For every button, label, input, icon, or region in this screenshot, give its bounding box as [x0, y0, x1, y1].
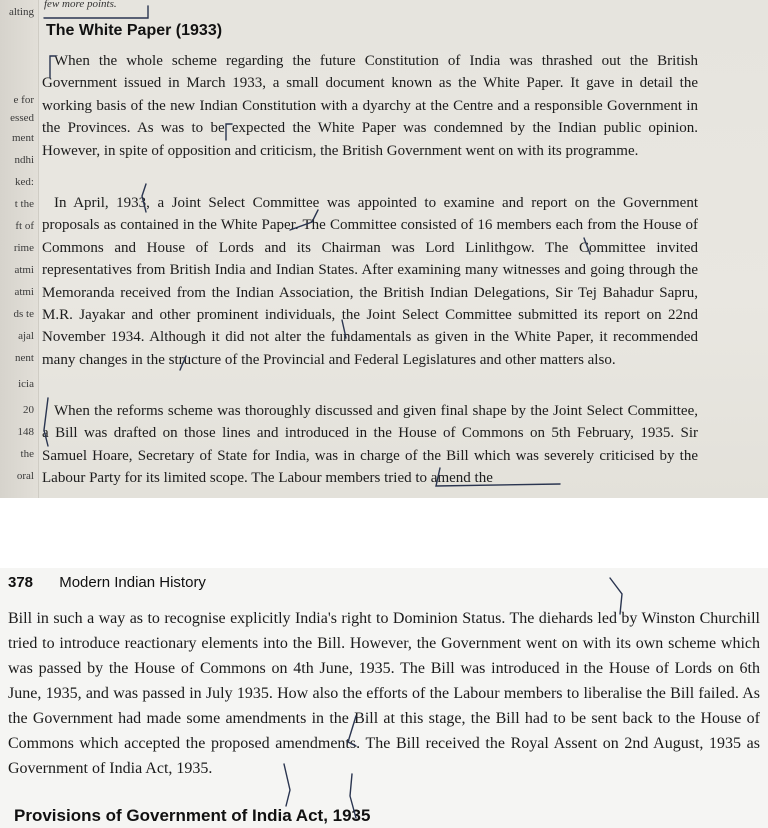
- margin-word: ft of: [15, 220, 34, 232]
- margin-word: essed: [10, 112, 34, 124]
- margin-word: nent: [15, 352, 34, 364]
- page-number: 378: [8, 574, 34, 591]
- previous-page-margin: [0, 0, 39, 498]
- margin-word: atmi: [14, 286, 34, 298]
- paragraph-joint-select-committee: [42, 192, 698, 371]
- margin-word: atmi: [14, 264, 34, 276]
- running-title: Modern Indian History: [59, 574, 206, 591]
- margin-word: oral: [16, 470, 34, 482]
- margin-word: 148: [17, 426, 34, 438]
- paragraph-text: When the reforms scheme was thoroughly discussed and given final shape by the Joint Select Committee, a Bill was drafted on those lines and introduced in the House of Commons on 5th February, 1935. Sir Samuel Hoare, Secretary of State for India, was in charge of the Bill which was severely criticised by the Labour Party for its limited scope. The Labour members tried to amend the: [42, 403, 698, 487]
- margin-word: rime: [13, 242, 34, 254]
- margin-word: e for: [13, 94, 34, 106]
- paragraph-white-paper: [42, 50, 698, 162]
- margin-word: t the: [14, 198, 34, 210]
- margin-word: alting: [8, 6, 34, 18]
- bottom-page-scan: [0, 568, 768, 828]
- paragraph-bill-passage: Bill in such a way as to recognise explicitly India's right to Dominion Status. The diehards led by Winston Churchill tried to introduce reactionary elements into the Bill. However, the Government went on with its own scheme which was passed by the House of Commons on 4th June, 1935. The Bill was introduced in the House of Lords on 6th June, 1935, and was passed in July 1935. How also the efforts of the Labour members to liberalise the Bill failed. As the Government had made some amendments in the Bill at this stage, the Bill had to be sent back to the House of Commons which accepted the proposed amendments. The Bill received the Royal Assent on 2nd August, 1935 as Government of India Act, 1935.: [8, 610, 760, 777]
- margin-word: ajal: [18, 330, 34, 342]
- margin-word: the: [20, 448, 34, 460]
- margin-word: 20: [23, 404, 34, 416]
- margin-word: ment: [12, 132, 34, 144]
- section-heading-white-paper: The White Paper (1933): [46, 22, 223, 39]
- page-separator: [0, 498, 768, 568]
- margin-word: ds te: [13, 308, 34, 320]
- page-header: [8, 574, 206, 591]
- paragraph-bill-drafted: [42, 400, 698, 490]
- section-heading-provisions: Provisions of Government of India Act, 1935: [14, 806, 371, 825]
- previous-section-tail: few more points.: [44, 0, 117, 10]
- margin-word: ndhi: [14, 154, 34, 166]
- paragraph-text: In April, 1933, a Joint Select Committee was appointed to examine and report on the Government proposals as contained in the White Paper. The Committee consisted of 16 members each from the House of Commons and House of Lords and its Chairman was Lord Linlithgow. The Committee invited representatives from British India and Indian States. After examining many witnesses and going through the Memoranda received from the Indian Association, the British Indian Delegations, Sir Tej Bahadur Sapru, M.R. Jayakar and other prominent individuals, the Joint Select Committee submitted its report on 22nd November 1934. Although it did not alter the fundamentals as given in the White Paper, it recommended many changes in the structure of the Provincial and Federal Legislatures and other matters also.: [42, 195, 698, 368]
- margin-word: ked:: [15, 176, 34, 188]
- margin-word: icia: [18, 378, 34, 390]
- paragraph-text: When the whole scheme regarding the future Constitution of India was thrashed out the British Government issued in March 1933, a small document known as the White Paper. It gave in detail the working basis of the new Indian Constitution with a dyarchy at the Centre and a responsible Government in the Provinces. As was to be expected the White Paper was condemned by the Indian public opinion. However, in spite of opposition and criticism, the British Government went on with its programme.: [42, 53, 698, 159]
